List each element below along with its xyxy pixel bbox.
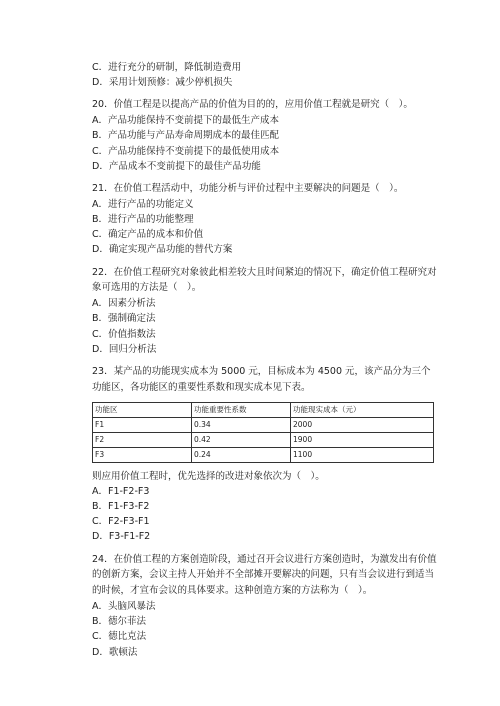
question-20-text: 20．价值工程是以提高产品的价值为目的的，应用价值工程就是研究（ ）。 (92, 99, 413, 111)
question-24-option-a: A．头脑风暴法 (92, 601, 156, 613)
question-23-option-c: C．F2-F3-F1 (92, 516, 150, 528)
document-page (92, 60, 437, 660)
question-24-text: 24．在价值工程的方案创造阶段，通过召开会议进行方案创造时，为激发出有价值的创新方案，会议主持人开始并不全部摊开要解决的问题，只有当会议进行到适当的时候，才宣布会议的具体要求。这种创造方案的方法称为（ ）。 (92, 553, 437, 597)
question-22-option-d: D．回归分析法 (92, 343, 157, 355)
question-24-option-c: C．德比克法 (92, 631, 147, 643)
option-d-continued: D．采用计划预修：减少停机损失 (92, 77, 233, 89)
table-cell: 0.42 (192, 432, 291, 447)
table-cell: 0.24 (192, 447, 291, 462)
table-cell: 0.34 (192, 417, 291, 432)
question-21 (92, 181, 437, 258)
question-24-option-b: B．德尔菲法 (92, 616, 147, 628)
question-21-option-d: D．确定实现产品功能的替代方案 (92, 244, 233, 256)
question-20-option-d: D．产品成本不变前提下的最佳产品功能 (92, 160, 261, 172)
question-23-text: 23．某产品的功能现实成本为 5000 元，目标成本为 4500 元，该产品分为三个功能区，各功能区的重要性系数和现实成本见下表。 (92, 366, 431, 393)
question-20 (92, 97, 437, 174)
table-row (93, 447, 434, 462)
table-cell: 2000 (291, 417, 434, 432)
question-23 (92, 364, 437, 545)
option-c-continued: C．进行充分的研制，降低制造费用 (92, 62, 242, 73)
table-cell: F1 (93, 417, 192, 432)
question-20-option-a: A．产品功能保持不变前提下的最低生产成本 (92, 115, 279, 127)
question-21-text: 21．在价值工程活动中，功能分析与评价过程中主要解决的问题是（ ）。 (92, 183, 404, 195)
table-header-cell: 功能重要性系数 (192, 402, 291, 417)
question-22-option-b: B．强制确定法 (92, 313, 156, 325)
table-header-cell: 功能现实成本（元） (291, 402, 434, 417)
question-22-option-a: A．因素分析法 (92, 298, 156, 310)
question-20-option-b: B．产品功能与产品寿命周期成本的最佳匹配 (92, 130, 280, 142)
question-24 (92, 552, 437, 660)
table-cell: 1100 (291, 447, 434, 462)
question-22-text: 22．在价值工程研究对象彼此相差较大且时间紧迫的情况下，确定价值工程研究对象可选用的方法是（ ）。 (92, 266, 437, 294)
table-cell: F3 (93, 447, 192, 462)
table-cell: F2 (93, 432, 192, 447)
question-20-option-c: C．产品功能保持不变前提下的最低使用成本 (92, 145, 280, 157)
table-row (93, 432, 434, 447)
question-23-option-d: D．F3-F1-F2 (92, 531, 151, 543)
table-header-cell: 功能区 (93, 402, 192, 417)
table-cell: 1900 (291, 432, 434, 447)
question-21-option-c: C．确定产品的成本和价值 (92, 229, 204, 241)
table-row (93, 417, 434, 432)
question-22-option-c: C．价值指数法 (92, 328, 156, 340)
question-21-option-a: A．进行产品的功能定义 (92, 198, 194, 210)
function-area-table (92, 402, 434, 463)
question-23-option-b: B．F1-F3-F2 (92, 501, 150, 513)
question-23-option-a: A．F1-F2-F3 (92, 485, 150, 497)
question-21-option-b: B．进行产品的功能整理 (92, 214, 194, 226)
question-23-follow-text: 则应用价值工程时，优先选择的改进对象依次为（ ）。 (92, 470, 325, 482)
table-header-row (93, 402, 434, 417)
question-24-option-d: D．歌顿法 (92, 646, 138, 658)
question-22 (92, 265, 437, 357)
